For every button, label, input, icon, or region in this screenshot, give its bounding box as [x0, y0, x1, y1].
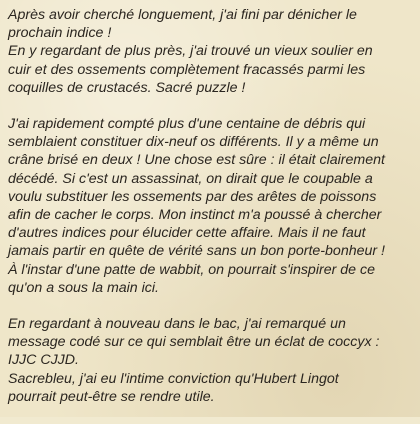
text-line: afin de cacher le corps. Mon instinct m'a poussé à chercher [8, 207, 382, 224]
text-line: coquilles de crustacés. Sacré puzzle ! [8, 79, 246, 96]
journal-paragraph-2 [8, 115, 416, 297]
text-line: IJJC CJJD. [8, 352, 79, 369]
journal-paragraph-3 [8, 315, 416, 406]
text-line: crâne brisé en deux ! Une chose est sûre : il était clairement [8, 152, 385, 169]
text-line: Après avoir cherché longuement, j'ai fini par dénicher le [8, 7, 357, 23]
text-line: semblaient constituer dix-neuf os différents. Il y a même un [8, 134, 379, 151]
text-line: d'autres indices pour élucider cette affaire. Mais il ne faut [8, 225, 366, 242]
text-line: prochain indice ! [8, 25, 112, 42]
text-line: voulu substituer les ossements par des arêtes de poissons [8, 188, 377, 205]
text-line: À l'instar d'une patte de wabbit, on pourrait s'inspirer de ce [8, 261, 375, 278]
text-line: En y regardant de plus près, j'ai trouvé un vieux soulier en [8, 43, 373, 60]
text-line: J'ai rapidement compté plus d'une centaine de débris qui [8, 116, 366, 133]
text-line: qu'on a sous la main ici. [8, 279, 159, 296]
text-line: message codé sur ce qui semblait être un éclat de coccyx : [8, 334, 380, 351]
text-line: décédé. Si c'est un assassinat, on dirait que le coupable a [8, 170, 373, 187]
journal-text [8, 6, 416, 424]
text-line: cuir et des ossements complètement fracassés parmi les [8, 61, 366, 78]
text-line: pourrait peut-être se rendre utile. [8, 388, 215, 405]
text-line: Sacrebleu, j'ai eu l'intime conviction qu'Hubert Lingot [8, 370, 339, 387]
journal-paragraph-1 [8, 6, 416, 97]
text-line: jamais partir en quête de vérité sans un bon porte-bonheur ! [8, 243, 385, 260]
text-line: En regardant à nouveau dans le bac, j'ai remarqué un [8, 316, 346, 333]
